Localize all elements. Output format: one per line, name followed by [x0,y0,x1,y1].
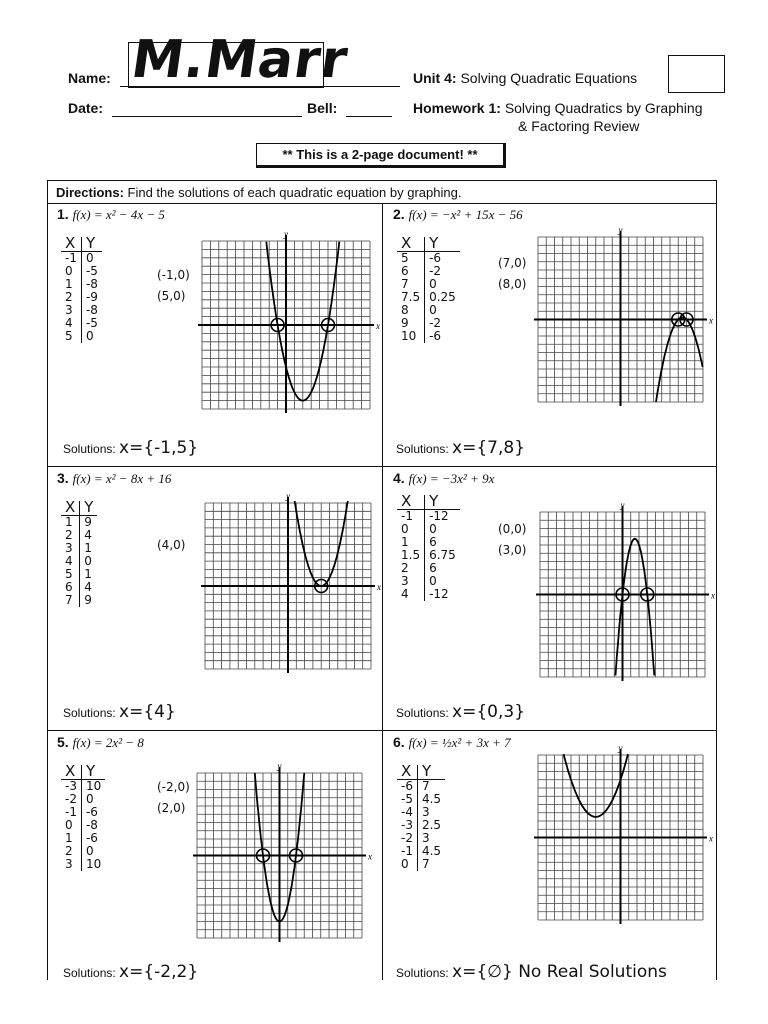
table-cell: -1 [61,806,81,819]
table-cell: -6 [397,780,417,794]
date-label: Date: [68,100,104,116]
xy-table [397,234,460,343]
solutions-answer[interactable]: x={∅} No Real Solutions [452,962,667,982]
table-cell: 0 [397,523,425,536]
table-header: Y [425,495,460,510]
coordinate-grid [199,491,389,681]
table-cell: 1 [397,536,425,549]
table-row [397,588,460,601]
table-cell: 9 [397,317,425,330]
problem-equation: f(x) = −3x² + 9x [408,471,495,486]
table-cell: -1 [397,845,417,858]
table-cell: 2 [61,845,81,858]
y-axis-label: y [286,491,290,501]
table-cell: 5 [397,252,425,266]
problem-number: 3. [57,470,73,486]
directions [56,185,461,200]
solutions-answer[interactable]: x={4} [119,702,176,722]
table-cell: 4 [61,555,80,568]
solutions-answer[interactable]: x={-2,2} [119,962,199,982]
problem-cell-1 [47,203,382,466]
table-cell: -2 [429,264,442,278]
coordinate-grid [534,500,723,689]
directions-label: Directions: [56,185,124,200]
table-cell: -4 [397,806,417,819]
zero-point: (0,0) [498,522,527,536]
table-cell: -12 [429,587,449,601]
x-axis-label: x [709,833,713,844]
table-cell: 0 [85,792,94,806]
solutions-row [396,962,667,982]
table-cell: 6 [61,581,80,594]
table-row [61,252,102,266]
table-cell: -8 [85,818,98,832]
problem-cell-4 [383,467,718,730]
problem-equation: f(x) = ½x² + 3x + 7 [408,735,511,750]
solutions-label: Solutions: [63,442,120,456]
problem-cell-5 [47,731,382,994]
x-axis-label: x [377,582,381,592]
problem-number: 2. [393,206,409,222]
table-cell: 1 [84,541,92,555]
table-cell: 2 [61,291,81,304]
name-signature: M.Marr [127,30,352,90]
table-cell: 0 [85,251,94,265]
problem-title [393,470,494,487]
homework-subtitle: & Factoring Review [518,118,640,134]
zero-points [157,265,190,307]
table-cell: 1 [61,278,81,291]
solutions-row [396,438,525,458]
table-cell: 3 [61,542,80,555]
homework-title [413,100,702,116]
solutions-label: Solutions: [396,706,453,720]
solutions-label: Solutions: [396,966,453,980]
solutions-row [63,702,176,722]
xy-table [397,492,460,601]
problem-equation: f(x) = 2x² − 8 [72,735,144,750]
problem-cell-3 [47,467,382,730]
xy-table [61,762,105,871]
table-cell: 4 [61,317,81,330]
coordinate-grid [191,761,380,950]
table-cell: -2 [61,793,81,806]
zero-points [498,253,526,295]
table-header: X [397,765,417,780]
directions-text: Find the solutions of each quadratic equation by graphing. [127,185,462,200]
table-cell: 0 [397,858,417,871]
table-cell: 3 [421,805,430,819]
table-cell: -3 [397,819,417,832]
zero-point: (7,0) [498,256,527,270]
table-row [397,510,460,524]
table-row [61,780,105,794]
table-cell: 5 [61,330,81,343]
problem-number: 4. [393,470,409,486]
table-cell: -1 [61,252,81,266]
x-axis-label: x [711,590,715,601]
xy-table [61,234,102,343]
problem-title [57,206,165,223]
problem-number: 6. [393,734,409,750]
problem-title [393,734,511,751]
solutions-row [63,438,198,458]
problem-cell-2 [383,203,718,466]
table-cell: 3 [421,831,430,845]
table-row [61,330,102,343]
table-cell: 6.75 [429,548,456,562]
problem-title [393,206,523,223]
zero-points [498,519,526,561]
table-cell: 1 [61,832,81,845]
solutions-row [396,702,525,722]
table-cell: -9 [85,290,98,304]
table-header: X [61,501,80,516]
unit-text: Solving Quadratic Equations [460,70,638,86]
table-cell: -6 [429,329,442,343]
table-cell: 0 [429,277,437,291]
table-cell: 0 [429,522,437,536]
table-cell: 1 [61,516,80,530]
bell-field[interactable] [346,116,392,117]
table-cell: 4 [84,580,92,594]
problem-equation: f(x) = x² − 8x + 16 [72,471,172,486]
notice-text: ** This is a 2-page document! ** [282,147,478,162]
parabola-curve [656,317,703,402]
problem-title [57,470,171,487]
table-cell: -1 [397,510,425,524]
zero-points [157,535,185,556]
zero-point: (8,0) [498,277,527,291]
table-cell: 4 [397,588,425,601]
table-cell: -2 [397,832,417,845]
table-cell: 10 [397,330,425,343]
table-cell: 9 [84,593,92,607]
table-cell: 9 [84,515,92,529]
x-axis-label: x [368,851,372,862]
problem-equation: f(x) = x² − 4x − 5 [72,207,165,222]
table-cell: -12 [429,509,449,523]
solutions-answer[interactable]: x={-1,5} [119,438,199,458]
problem-number: 5. [57,734,73,750]
unit-label: Unit 4: [413,70,457,86]
table-cell: 0 [429,303,437,317]
table-cell: 4 [84,528,92,542]
zero-point: (4,0) [157,538,186,552]
problem-number: 1. [57,206,73,222]
date-field[interactable] [112,116,302,117]
y-axis-label: y [618,225,623,235]
table-cell: 0 [61,265,81,278]
table-cell: -5 [397,793,417,806]
problem-title [57,734,144,751]
x-axis-label: x [709,315,713,326]
table-cell: 3 [61,304,81,317]
table-cell: 2 [61,529,80,542]
unit-title [413,70,637,86]
table-header: X [397,237,425,252]
solutions-answer[interactable]: x={0,3} [452,702,526,722]
table-cell: 7 [421,779,430,793]
table-cell: 3 [61,858,81,871]
table-header: X [397,495,425,510]
table-cell: 5 [61,568,80,581]
table-row [397,858,445,871]
table-cell: 6 [429,535,437,549]
table-cell: 6 [397,265,425,278]
coordinate-grid [532,225,721,414]
problem-cell-6 [383,731,718,994]
parabola-curve [616,539,655,676]
score-box[interactable] [668,55,725,93]
coordinate-grid [532,743,721,932]
table-header: Y [81,765,105,780]
coordinate-grid [196,229,388,421]
notice-box [256,143,506,168]
table-cell: 4.5 [421,844,442,858]
x-axis-label: x [376,321,380,331]
table-cell: 8 [397,304,425,317]
name-field[interactable] [120,86,400,87]
table-header: X [61,237,81,252]
table-cell: -3 [61,780,81,794]
solutions-label: Solutions: [63,706,120,720]
table-cell: 7.5 [397,291,425,304]
solutions-label: Solutions: [63,966,120,980]
table-row [61,858,105,871]
zero-points [157,777,190,819]
solutions-label: Solutions: [396,442,453,456]
table-cell: -2 [429,316,442,330]
xy-table [61,498,97,607]
table-cell: 10 [85,857,102,871]
table-header: Y [81,237,101,252]
table-row [61,516,97,530]
table-cell: 10 [85,779,102,793]
table-cell: 7 [61,594,80,607]
zero-point: (2,0) [157,801,186,815]
table-cell: -8 [85,277,98,291]
table-cell: 2.5 [421,818,442,832]
table-cell: 7 [421,857,430,871]
y-axis-label: y [620,500,625,510]
table-cell: -6 [85,831,98,845]
table-cell: -6 [429,251,442,265]
y-axis-label: y [284,229,288,239]
y-axis-label: y [277,761,282,771]
xy-table [397,762,445,871]
bell-label: Bell: [307,100,338,116]
table-cell: 0 [61,819,81,832]
table-cell: 6 [429,561,437,575]
table-cell: 0 [84,554,92,568]
table-cell: 3 [397,575,425,588]
table-cell: 0 [429,574,437,588]
table-header: X [61,765,81,780]
table-cell: -5 [85,264,98,278]
zero-point: (-2,0) [157,780,190,794]
table-cell: -5 [85,316,98,330]
table-row [61,594,97,607]
solutions-row [63,962,198,982]
table-header: Y [417,765,445,780]
table-cell: 2 [397,562,425,575]
table-cell: 4.5 [421,792,442,806]
homework-label: Homework 1: [413,100,501,116]
zero-point: (3,0) [498,543,527,557]
table-row [397,252,460,266]
solutions-answer[interactable]: x={7,8} [452,438,526,458]
table-cell: 0 [85,844,94,858]
table-cell: 0.25 [429,290,456,304]
y-axis-label: y [618,743,623,753]
table-row [397,330,460,343]
table-cell: -6 [85,805,98,819]
problem-equation: f(x) = −x² + 15x − 56 [408,207,523,222]
homework-text: Solving Quadratics by Graphing [504,100,703,116]
table-cell: 1.5 [397,549,425,562]
table-header: Y [80,501,98,516]
table-cell: 7 [397,278,425,291]
table-cell: -8 [85,303,98,317]
name-label: Name: [68,70,111,86]
table-cell: 0 [85,329,94,343]
table-cell: 1 [84,567,92,581]
zero-point: (-1,0) [157,268,190,282]
zero-point: (5,0) [157,289,186,303]
table-row [397,780,445,794]
table-header: Y [425,237,460,252]
